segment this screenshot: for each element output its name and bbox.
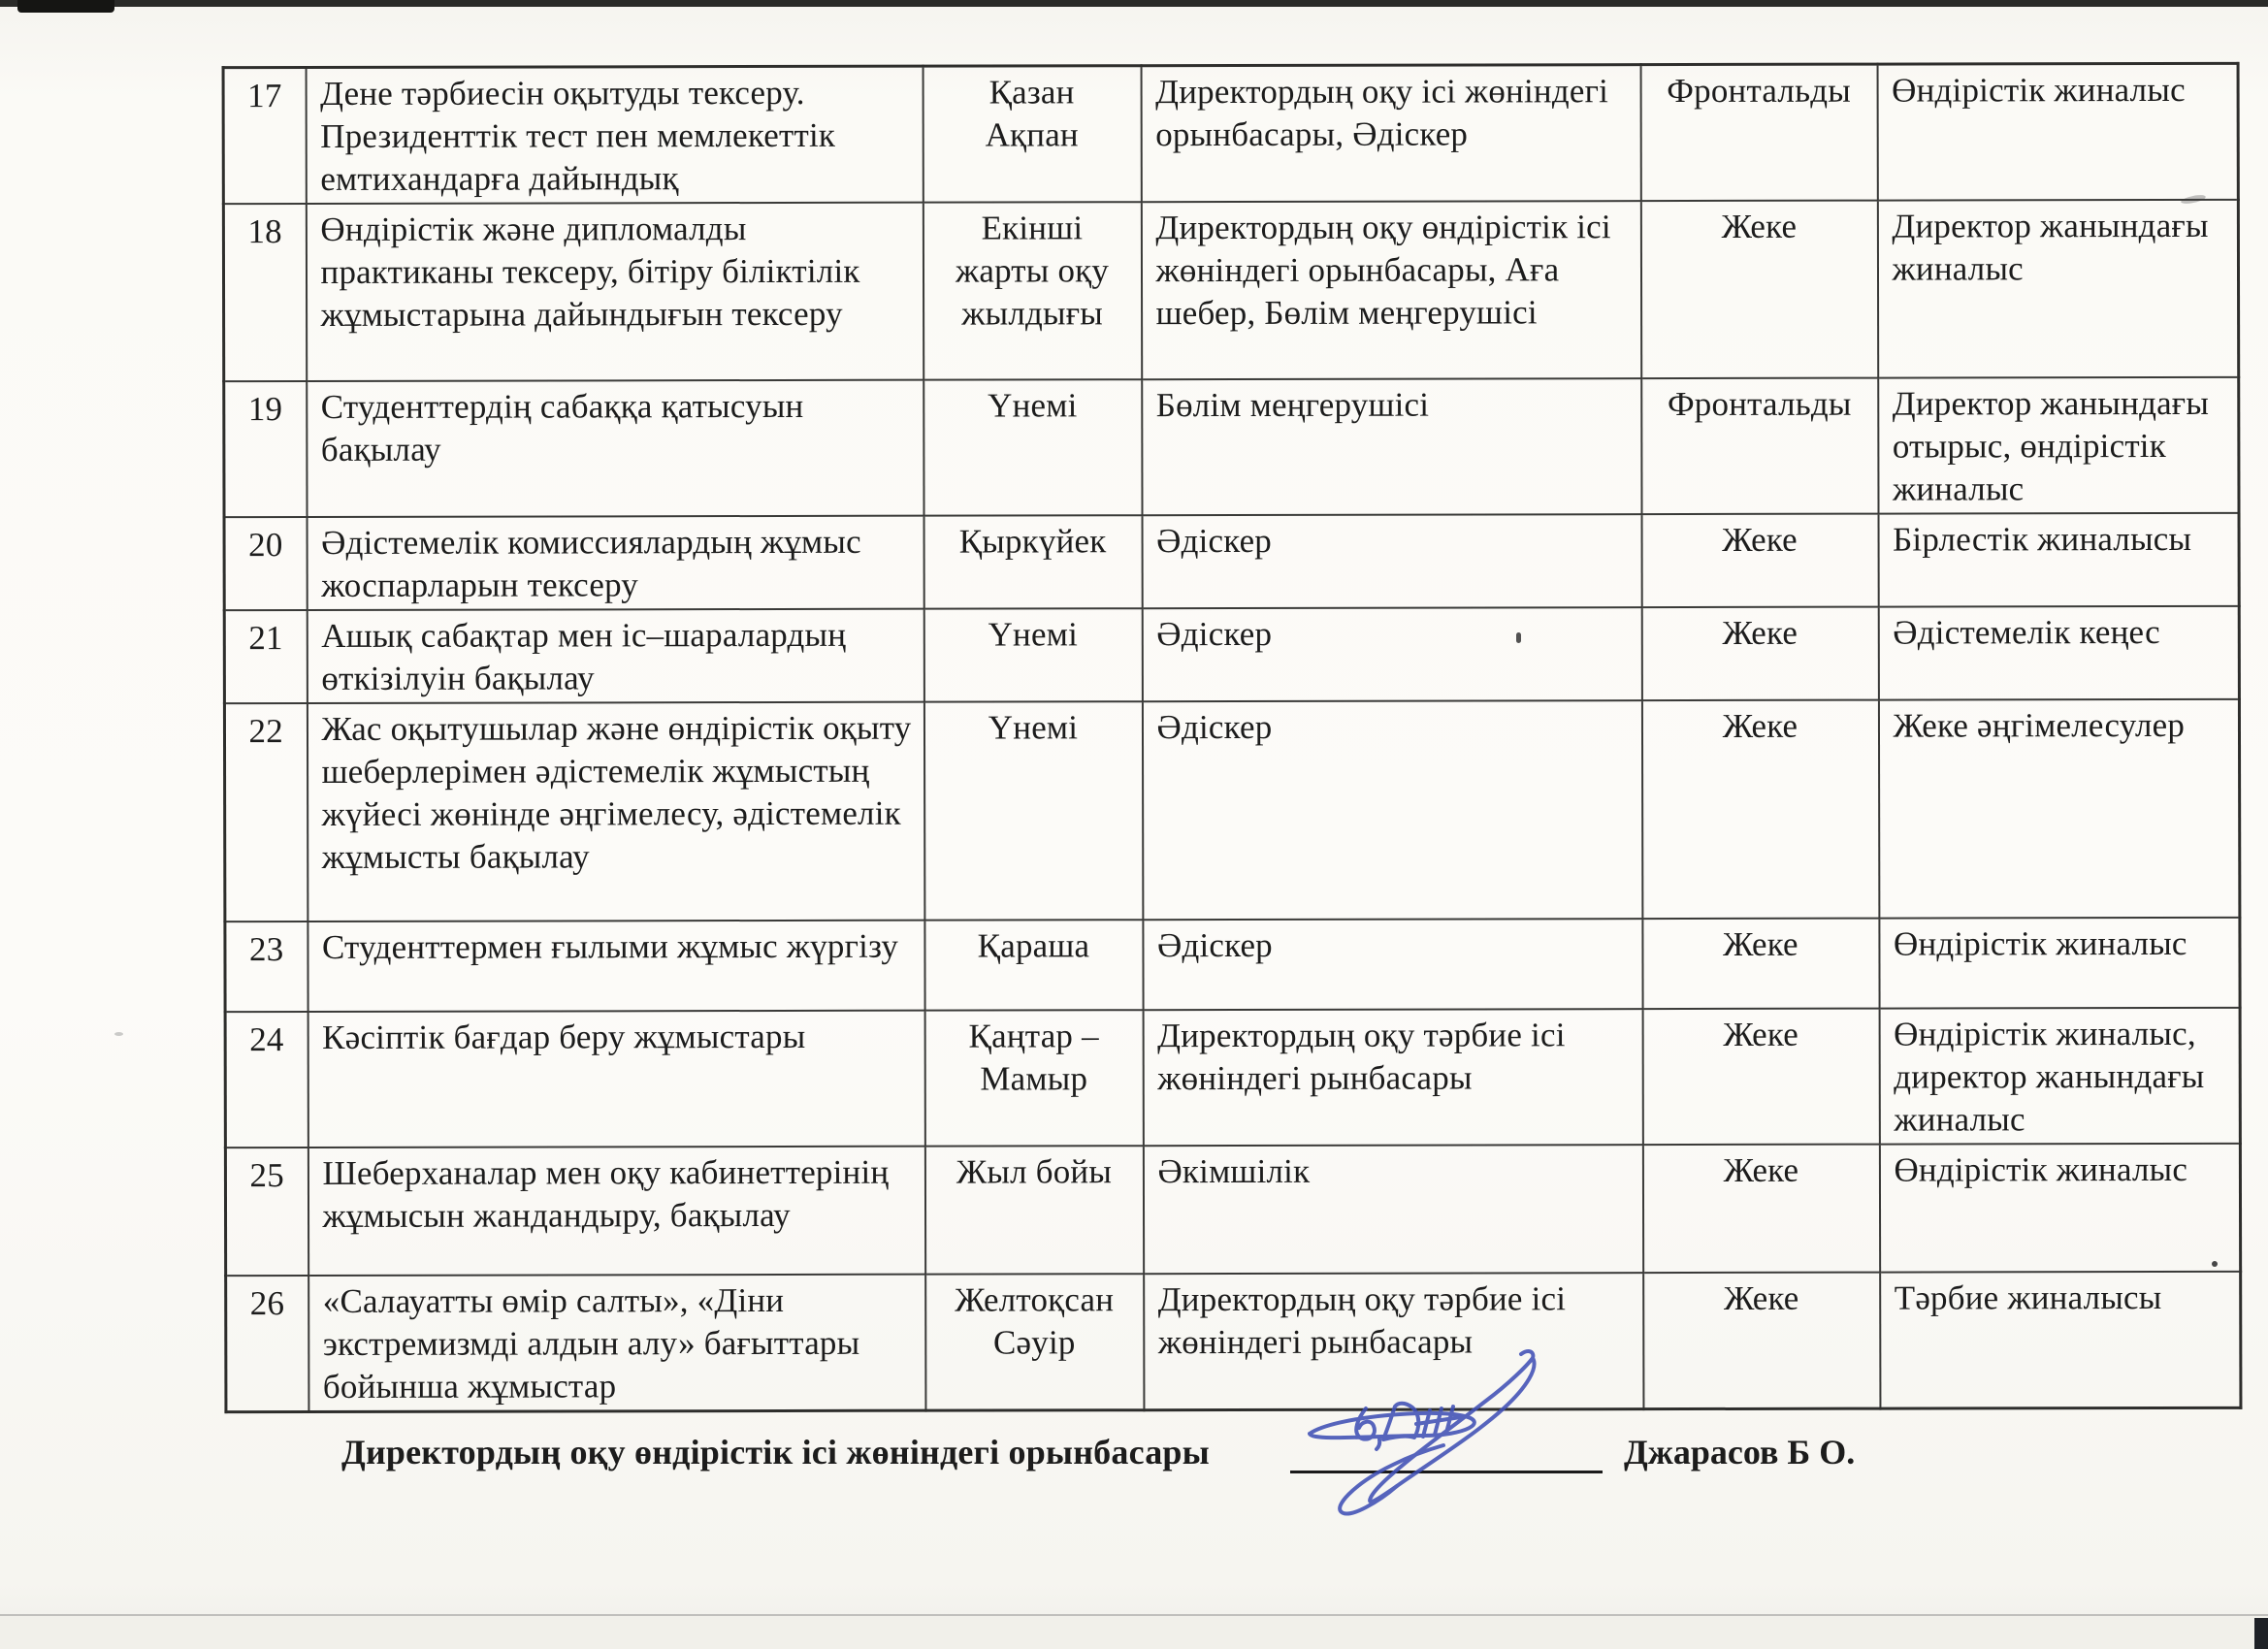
cell-task: Кәсіптік бағдар беру жұмыстары xyxy=(308,1011,924,1148)
signatory-name: Джарасов Б О. xyxy=(1624,1433,1856,1471)
cell-row-number: 24 xyxy=(225,1012,308,1148)
scan-artifact xyxy=(0,1616,2268,1649)
cell-form: Жеке xyxy=(1641,700,1878,920)
cell-row-number: 21 xyxy=(224,610,307,703)
table-row xyxy=(224,606,2239,703)
cell-timeframe: Екінші жарты оқу жылдығы xyxy=(923,202,1141,379)
cell-task: Шеберханалар мен оқу кабинеттерінің жұмысын жандандыру, бақылау xyxy=(308,1147,924,1276)
cell-timeframe: Үнемі xyxy=(923,701,1142,920)
cell-task: Студенттердің сабаққа қатысуын бақылау xyxy=(307,380,923,517)
cell-form: Жеке xyxy=(1641,514,1878,608)
cell-discussed-at: Өндірістік жиналыс, директор жанындағы жиналыс xyxy=(1879,1008,2240,1145)
work-plan-table-wrapper xyxy=(222,62,2243,1413)
cell-form: Жеке xyxy=(1642,1009,1879,1146)
cell-responsible: Директордың оқу тәрбие ісі жөніндегі рынбасары xyxy=(1143,1009,1642,1146)
cell-row-number: 25 xyxy=(225,1148,308,1276)
cell-task: Өндірістік және дипломалды практиканы тексеру, бітіру біліктілік жұмыстарына дайындығын тексеру xyxy=(306,203,923,381)
cell-timeframe: Қараша xyxy=(924,920,1143,1010)
cell-discussed-at: Жеке әңгімелесулер xyxy=(1878,699,2239,919)
cell-task: Студенттермен ғылыми жұмыс жүргізу xyxy=(308,921,924,1012)
cell-responsible: Директордың оқу ісі жөніндегі орынбасары, Әдіскер xyxy=(1141,65,1640,203)
cell-task: Ашық сабақтар мен іс–шаралардың өткізілуін бақылау xyxy=(307,609,923,703)
cell-discussed-at: Бірлестік жиналысы xyxy=(1878,513,2239,607)
cell-form: Жеке xyxy=(1642,919,1879,1010)
cell-responsible: Директордың оқу тәрбие ісі жөніндегі рынбасары xyxy=(1144,1273,1643,1410)
cell-form: Жеке xyxy=(1642,1145,1879,1274)
signature-title: Директордың оқу өндірістік ісі жөніндегі орынбасары xyxy=(341,1433,1210,1471)
cell-discussed-at: Өндірістік жиналыс xyxy=(1877,63,2238,200)
cell-timeframe: Жыл бойы xyxy=(924,1146,1143,1274)
cell-timeframe: Үнемі xyxy=(923,379,1142,515)
scan-artifact xyxy=(0,1614,2268,1616)
cell-responsible: Директордың оқу өндірістік ісі жөніндегі орынбасары, Аға шебер, Бөлім меңгерушісі xyxy=(1141,201,1640,379)
cell-discussed-at: Тәрбие жиналысы xyxy=(1880,1272,2241,1408)
cell-timeframe: Қаңтар – Мамыр xyxy=(924,1010,1143,1146)
cell-discussed-at: Өндірістік жиналыс xyxy=(1879,918,2240,1009)
cell-task: Жас оқытушылар және өндірістік оқыту шеберлерімен әдістемелік жұмыстың жүйесі жөнінде әңгімелесу, әдістемелік жұмысты бақылау xyxy=(307,702,923,922)
table-row xyxy=(225,1144,2240,1276)
scan-artifact xyxy=(114,1032,123,1036)
cell-row-number: 26 xyxy=(226,1276,308,1412)
cell-discussed-at: Директор жанындағы отырыс, өндірістік жиналыс xyxy=(1878,377,2239,514)
cell-timeframe: Қыркүйек xyxy=(923,515,1142,608)
handwritten-signature xyxy=(1288,1344,1560,1524)
table-row xyxy=(223,200,2238,381)
work-plan-table xyxy=(222,62,2243,1413)
cell-row-number: 18 xyxy=(223,204,306,381)
cell-form: Жеке xyxy=(1643,1273,1880,1409)
cell-form: Жеке xyxy=(1640,201,1877,379)
cell-row-number: 17 xyxy=(223,67,306,204)
cell-responsible: Әдіскер xyxy=(1142,700,1641,920)
cell-row-number: 23 xyxy=(225,922,308,1012)
cell-form: Фронтальды xyxy=(1641,378,1878,515)
cell-row-number: 22 xyxy=(224,703,307,922)
table-row xyxy=(224,699,2239,922)
cell-task: Дене тәрбиесін оқытуды тексеру. Президенттік тест пен мемлекеттік емтихандарға дайындық xyxy=(306,66,923,204)
cell-task: «Салауатты өмір салты», «Діни экстремизмді алдын алу» бағыттары бойынша жұмыстар xyxy=(308,1275,925,1412)
cell-timeframe: Қазан Ақпан xyxy=(923,66,1141,203)
cell-row-number: 19 xyxy=(224,381,307,517)
cell-responsible: Әдіскер xyxy=(1142,607,1641,701)
cell-responsible: Әкімшілік xyxy=(1143,1145,1642,1274)
cell-row-number: 20 xyxy=(224,517,307,610)
cell-responsible: Әдіскер xyxy=(1142,514,1641,608)
signature-block xyxy=(341,1432,2088,1509)
cell-task: Әдістемелік комиссиялардың жұмыс жоспарларын тексеру xyxy=(307,516,923,610)
table-row xyxy=(226,1272,2241,1412)
cell-timeframe: Үнемі xyxy=(923,608,1142,701)
scan-artifact xyxy=(2254,1618,2268,1649)
table-row xyxy=(224,377,2239,517)
table-row xyxy=(224,513,2239,610)
scan-artifact xyxy=(0,0,2268,7)
cell-responsible: Әдіскер xyxy=(1143,919,1642,1010)
table-row xyxy=(225,1008,2240,1148)
table-row xyxy=(223,63,2238,204)
cell-discussed-at: Өндірістік жиналыс xyxy=(1879,1144,2240,1273)
scan-artifact xyxy=(17,0,114,13)
table-row xyxy=(225,918,2240,1012)
cell-responsible: Бөлім меңгерушісі xyxy=(1142,378,1641,515)
cell-form: Жеке xyxy=(1641,607,1878,701)
cell-form: Фронтальды xyxy=(1640,64,1877,201)
cell-discussed-at: Директор жанындағы жиналыс xyxy=(1877,200,2238,378)
cell-timeframe: Желтоқсан Сәуір xyxy=(925,1274,1144,1410)
cell-discussed-at: Әдістемелік кеңес xyxy=(1878,606,2239,700)
